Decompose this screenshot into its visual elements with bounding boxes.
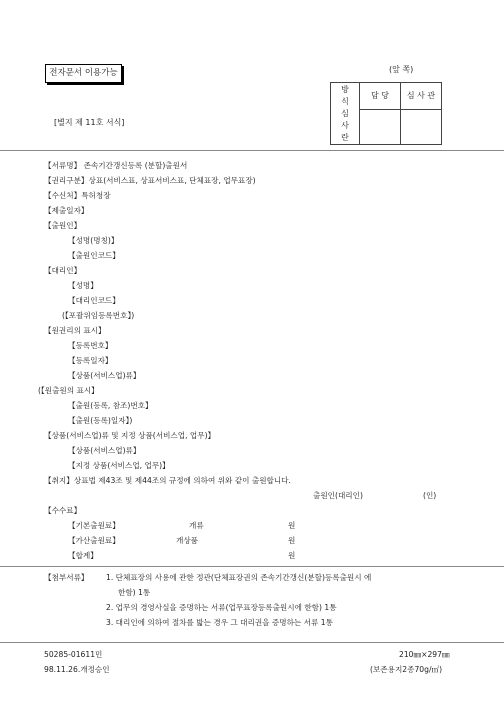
basic-fee-label: 【기본출원료】 (68, 521, 120, 530)
approval-col-staff: 담 당 (360, 83, 401, 110)
fee-field: 【수수료】 (44, 506, 82, 515)
approval-date: 98.11.26.개정승인 (44, 665, 110, 674)
form-number: [별지 제 11호 서식] (54, 118, 125, 127)
paper-size: 210㎜×297㎜ (399, 650, 450, 659)
designated-goods-field: 【상품(서비스업)류 및 지정 상품(서비스업, 업무)】 (44, 431, 216, 440)
original-application-field: (【원출원의 표시】 (38, 386, 99, 395)
agent-general-power-field[interactable]: (【포괄위임등록번호】) (62, 311, 135, 320)
total-fee-won: 원 (288, 551, 296, 560)
submit-date-field[interactable]: 【제출일자】 (44, 206, 89, 215)
approval-col-examiner: 심 사 관 (401, 83, 442, 110)
designated-goods-spec-field[interactable]: 【지정 상품(서비스업, 업무)】 (68, 461, 170, 470)
attachments-label: 【첨부서류】 (44, 573, 89, 582)
header-divider (0, 150, 504, 151)
basic-fee-won: 원 (288, 521, 296, 530)
attachment-item-3: 3. 대리인에 의하여 절차를 밟는 경우 그 대리권을 증명하는 서류 1통 (106, 618, 333, 627)
approval-cell-examiner[interactable] (401, 110, 442, 145)
original-application-number-field[interactable]: 【출원(등록, 참조)번호】 (68, 401, 153, 410)
footer-divider (0, 642, 504, 643)
original-application-date-field[interactable]: 【출원(등록)일자】) (68, 416, 133, 425)
seal-mark: (인) (423, 491, 437, 500)
attachments-divider (0, 566, 504, 567)
attachment-item-1-cont: 한함) 1통 (118, 588, 151, 597)
agent-field: 【대리인】 (44, 266, 82, 275)
purpose-statement: 【취지】상표법 제43조 및 제44조의 규정에 의하여 위와 같이 출원합니다. (44, 476, 291, 485)
basic-fee-unit: 개류 (189, 521, 204, 530)
form-code: 50285-01611민 (44, 650, 103, 659)
registration-date-field[interactable]: 【등록일자】 (68, 356, 113, 365)
approval-table (330, 82, 442, 145)
applicant-code-field[interactable]: 【출원인코드】 (68, 251, 120, 260)
review-method-label: 방 식 심 사 란 (331, 83, 360, 145)
paper-type: (보존용지2종70g/㎡) (370, 665, 443, 674)
electronic-doc-badge: 전자문서 이용가능 (45, 64, 122, 83)
recipient-field: 【수신처】특허청장 (44, 191, 111, 200)
front-side-label: (앞 쪽) (389, 65, 414, 74)
agent-code-field[interactable]: 【대리인코드】 (68, 296, 120, 305)
total-fee-label: 【합계】 (68, 551, 98, 560)
approval-cell-staff[interactable] (360, 110, 401, 145)
applicant-field: 【출원인】 (44, 221, 82, 230)
registration-number-field[interactable]: 【등록번호】 (68, 341, 113, 350)
agent-name-field[interactable]: 【성명】 (68, 281, 98, 290)
doc-name-field: 【서류명】 존속기간갱신등록 (분할)출원서 (44, 161, 188, 170)
applicant-name-field[interactable]: 【성명(명칭)】 (68, 236, 119, 245)
original-right-field: 【원권리의 표시】 (44, 326, 106, 335)
goods-class-field[interactable]: 【상품(서비스업)류】 (68, 371, 141, 380)
designated-goods-class-field[interactable]: 【상품(서비스업)류】 (68, 446, 141, 455)
attachment-item-1: 1. 단체표장의 사용에 관한 정관(단체표장권의 존속기간갱신(분할)등록출원시 에 (106, 573, 372, 582)
signer-label: 출원인(대리인) (313, 491, 363, 500)
extra-fee-unit: 개상품 (176, 536, 199, 545)
right-type-field: 【권리구분】상표(서비스표, 상표서비스표, 단체표장, 업무표장) (44, 176, 256, 185)
extra-fee-label: 【가산출원료】 (68, 536, 120, 545)
extra-fee-won: 원 (288, 536, 296, 545)
attachment-item-2: 2. 업무의 경영사실을 증명하는 서류(업무표장등록출원시에 한함) 1통 (106, 603, 337, 612)
